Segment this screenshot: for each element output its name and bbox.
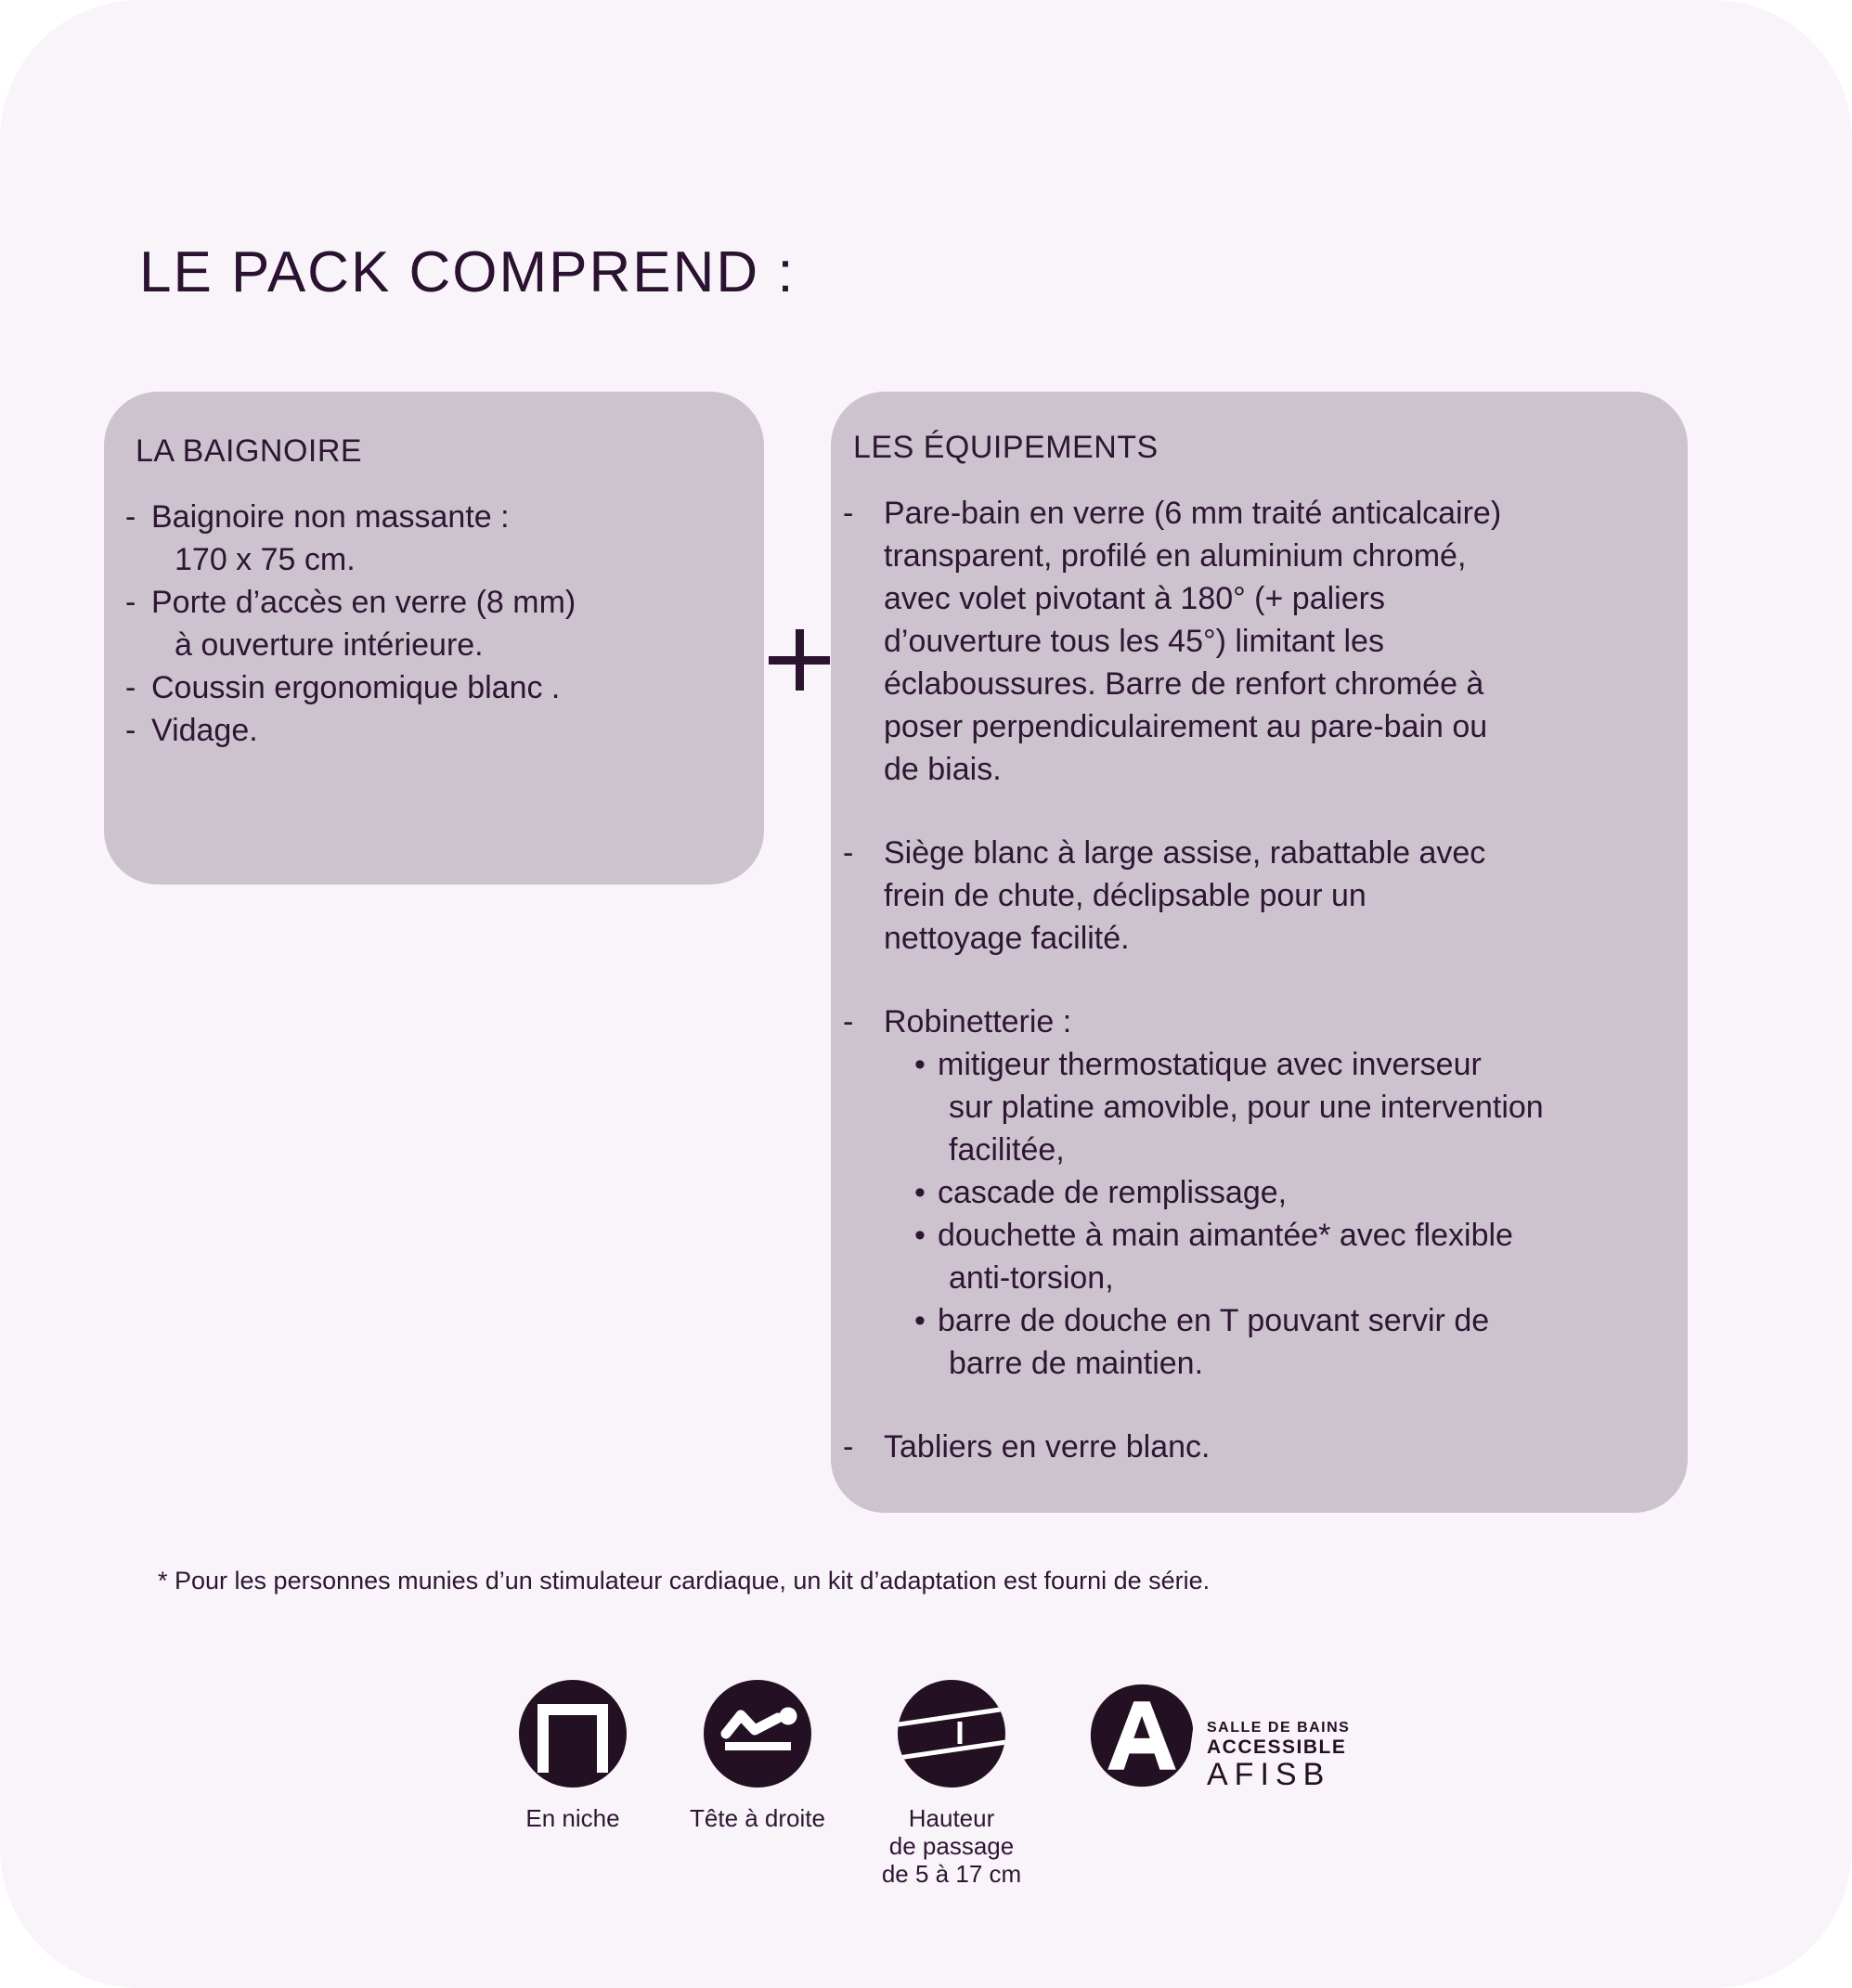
item-line: d’ouverture tous les 45°) limitant les bbox=[884, 624, 1384, 659]
bullet-mark: • bbox=[914, 1175, 926, 1210]
afisb-line-1: SALLE DE BAINS bbox=[1207, 1720, 1351, 1736]
sub-list-item bbox=[914, 1171, 1660, 1214]
pictogram-label: de passage bbox=[888, 1832, 1015, 1860]
plus-icon bbox=[769, 629, 830, 691]
afisb-logo bbox=[1088, 1682, 1478, 1793]
item-line: de biais. bbox=[884, 752, 1002, 787]
sub-list-item bbox=[914, 1299, 1660, 1385]
item-line: frein de chute, déclipsable pour un bbox=[884, 878, 1366, 913]
afisb-a-icon bbox=[1088, 1682, 1196, 1789]
afisb-line-2: ACCESSIBLE bbox=[1207, 1736, 1347, 1758]
list-item bbox=[843, 492, 1660, 791]
bullet-mark: • bbox=[914, 1047, 926, 1082]
head-right-icon bbox=[704, 1680, 811, 1788]
dash-mark: - bbox=[843, 1004, 854, 1039]
item-line: barre de maintien. bbox=[949, 1346, 1204, 1381]
item-line: poser perpendiculairement au pare-bain ou bbox=[884, 709, 1488, 744]
bullet-mark: • bbox=[914, 1303, 926, 1338]
item-line: Siège blanc à large assise, rabattable avec bbox=[884, 835, 1486, 871]
pictogram-tete-a-droite bbox=[665, 1680, 850, 1832]
sub-list-item bbox=[914, 1214, 1660, 1299]
item-line: Pare-bain en verre (6 mm traité anticalcaire) bbox=[884, 496, 1502, 531]
pictogram-hauteur-passage bbox=[859, 1680, 1044, 1888]
list-item bbox=[125, 581, 736, 666]
item-line: 170 x 75 cm. bbox=[175, 542, 356, 577]
baignoire-box-title: LA BAIGNOIRE bbox=[136, 433, 363, 469]
equipements-box bbox=[831, 392, 1688, 1513]
item-line: Coussin ergonomique blanc . bbox=[151, 670, 561, 705]
list-item bbox=[843, 1000, 1660, 1385]
item-line: transparent, profilé en aluminium chromé, bbox=[884, 538, 1467, 574]
list-item bbox=[125, 709, 736, 752]
dash-mark: - bbox=[843, 496, 854, 531]
item-line: Tabliers en verre blanc. bbox=[884, 1429, 1211, 1465]
dash-mark: - bbox=[843, 835, 854, 871]
sub-list-item bbox=[914, 1043, 1660, 1171]
niche-icon bbox=[519, 1680, 627, 1788]
afisb-line-3: AFISB bbox=[1207, 1757, 1331, 1792]
item-line: nettoyage facilité. bbox=[884, 921, 1130, 956]
dash-mark: - bbox=[125, 670, 136, 705]
baignoire-list bbox=[125, 496, 736, 752]
item-line: facilitée, bbox=[949, 1132, 1065, 1168]
item-line: barre de douche en T pouvant servir de bbox=[938, 1303, 1490, 1338]
page-title: LE PACK COMPREND : bbox=[139, 240, 796, 304]
item-line: cascade de remplissage, bbox=[938, 1175, 1288, 1210]
pictogram-label: En niche bbox=[525, 1804, 620, 1832]
afisb-wordmark bbox=[1207, 1719, 1350, 1790]
item-line: Robinetterie : bbox=[884, 1004, 1072, 1039]
dash-mark: - bbox=[125, 585, 136, 620]
pictogram-en-niche bbox=[480, 1680, 666, 1832]
footnote: * Pour les personnes munies d’un stimulateur cardiaque, un kit d’adaptation est fourni de série. bbox=[158, 1567, 1211, 1594]
dash-mark: - bbox=[843, 1429, 854, 1465]
equipements-box-title: LES ÉQUIPEMENTS bbox=[853, 430, 1159, 465]
equipements-list bbox=[843, 492, 1660, 1468]
item-line: douchette à main aimantée* avec flexible bbox=[938, 1218, 1513, 1253]
list-item bbox=[125, 666, 736, 709]
item-line: anti-torsion, bbox=[949, 1260, 1114, 1296]
bullet-mark: • bbox=[914, 1218, 926, 1253]
item-line: avec volet pivotant à 180° (+ paliers bbox=[884, 581, 1385, 616]
pictogram-label: Tête à droite bbox=[690, 1804, 825, 1832]
passage-height-icon bbox=[898, 1680, 1005, 1788]
item-line: mitigeur thermostatique avec inverseur bbox=[938, 1047, 1482, 1082]
item-line: Baignoire non massante : bbox=[151, 499, 510, 535]
baignoire-box bbox=[104, 392, 764, 884]
item-line: sur platine amovible, pour une intervention bbox=[949, 1090, 1544, 1125]
list-item bbox=[843, 832, 1660, 960]
dash-mark: - bbox=[125, 499, 136, 535]
pictogram-label: Hauteur bbox=[908, 1804, 995, 1832]
item-line: Vidage. bbox=[151, 713, 258, 748]
list-item bbox=[843, 1426, 1660, 1468]
item-line: à ouverture intérieure. bbox=[175, 627, 484, 663]
item-line: Porte d’accès en verre (8 mm) bbox=[151, 585, 576, 620]
dash-mark: - bbox=[125, 713, 136, 748]
list-item bbox=[125, 496, 736, 581]
item-line: éclaboussures. Barre de renfort chromée à bbox=[884, 666, 1484, 702]
pictogram-label: de 5 à 17 cm bbox=[881, 1860, 1022, 1888]
